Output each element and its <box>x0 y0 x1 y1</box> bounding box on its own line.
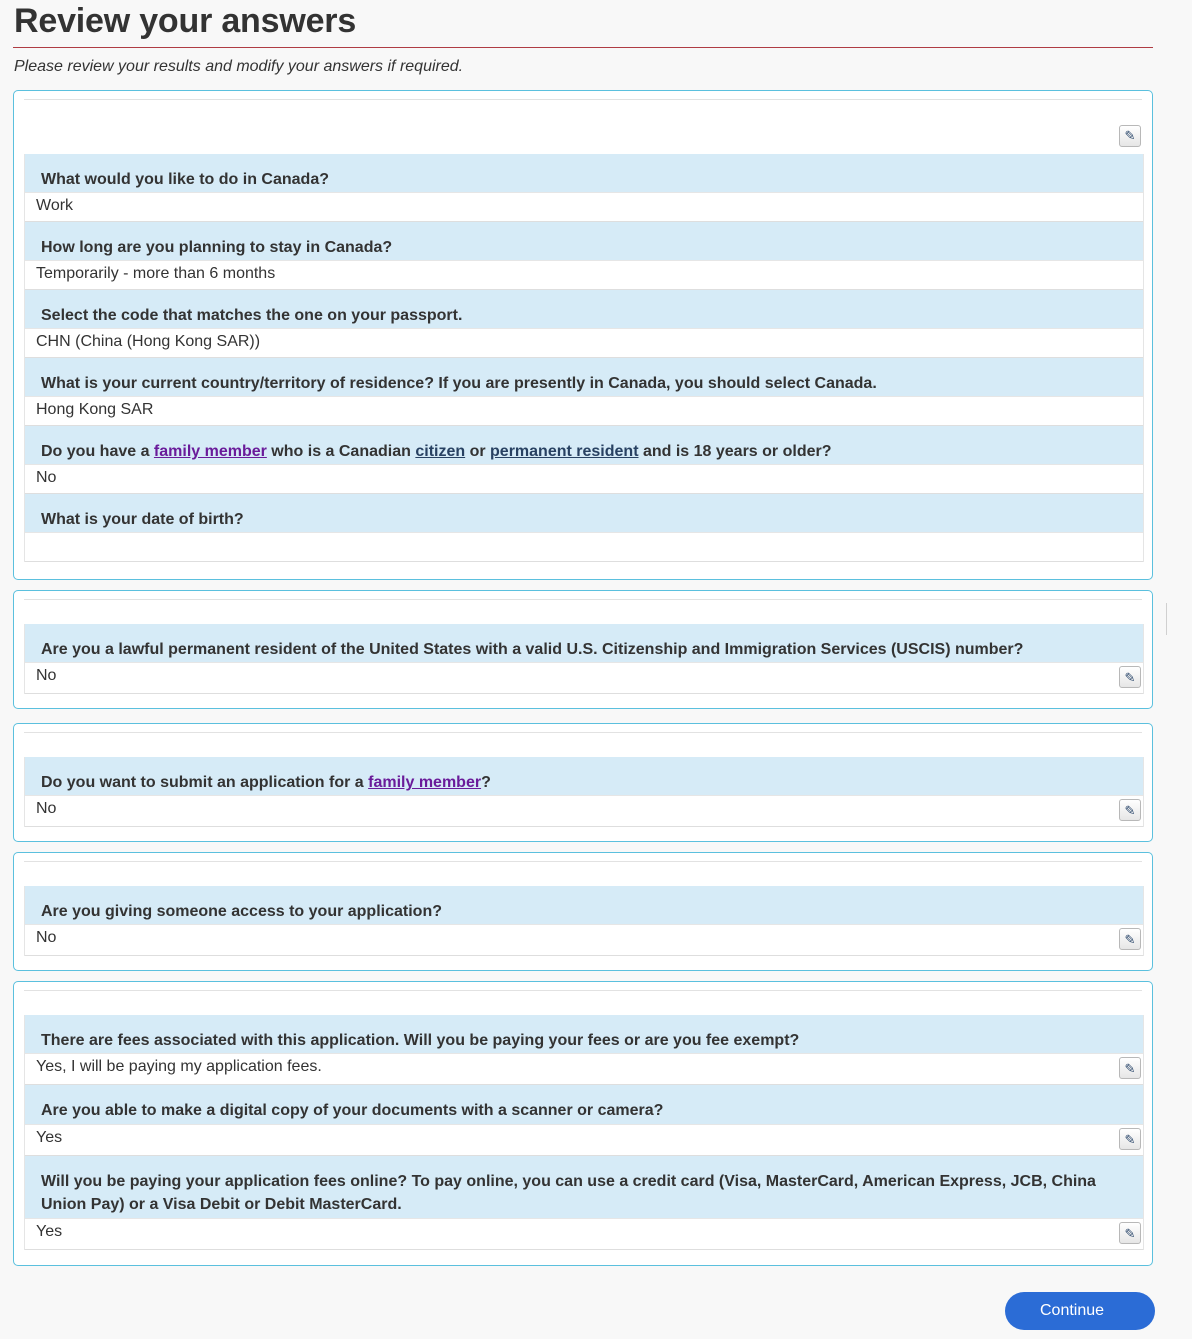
pencil-icon: ✎ <box>1124 931 1136 947</box>
title-divider <box>13 47 1153 48</box>
answer-value: No ✎ <box>25 796 1143 827</box>
panel-divider <box>24 861 1142 862</box>
pencil-icon: ✎ <box>1124 1060 1136 1076</box>
question-label <box>25 757 1143 796</box>
section-eligibility <box>13 90 1153 580</box>
section-family-application <box>13 723 1153 842</box>
question-text: Do you want to submit an application for a <box>41 774 369 791</box>
panel-divider <box>24 599 1142 600</box>
question-label: How long are you planning to stay in Canada? <box>25 222 1143 261</box>
question-text: who is a Canadian <box>266 443 416 460</box>
question-group <box>24 154 1144 562</box>
question-group <box>24 757 1144 827</box>
question-label: What is your current country/territory of residence? If you are presently in Canada, you should select Canada. <box>25 358 1143 397</box>
question-text: and is 18 years or older? <box>638 443 832 460</box>
answer-value: Yes ✎ <box>25 1219 1143 1250</box>
panel-divider <box>24 732 1142 733</box>
edit-button[interactable] <box>1119 1057 1141 1079</box>
family-member-link[interactable]: family member <box>368 774 482 791</box>
pencil-icon: ✎ <box>1124 1225 1136 1241</box>
answer-value: No ✎ <box>25 663 1143 694</box>
section-fees <box>13 981 1153 1266</box>
question-group <box>24 624 1144 694</box>
question-label: Are you a lawful permanent resident of the United States with a valid U.S. Citizenship and Immigration Services (USCIS) number? <box>25 624 1143 663</box>
edit-button[interactable] <box>1119 125 1141 147</box>
edit-button[interactable] <box>1119 1128 1141 1150</box>
pencil-icon: ✎ <box>1124 802 1136 818</box>
question-label: What would you like to do in Canada? <box>25 154 1143 193</box>
question-group <box>24 886 1144 956</box>
question-label <box>25 426 1143 465</box>
answer-value: Hong Kong SAR <box>25 397 1143 426</box>
edit-button[interactable] <box>1119 928 1141 950</box>
answer-value: No ✎ <box>25 925 1143 956</box>
panel-divider <box>24 99 1142 100</box>
question-group <box>24 1015 1144 1250</box>
question-label: What is your date of birth? <box>25 494 1143 533</box>
pencil-icon: ✎ <box>1124 669 1136 685</box>
section-representative-access <box>13 852 1153 971</box>
edit-button[interactable] <box>1119 799 1141 821</box>
permanent-resident-link[interactable]: permanent resident <box>490 443 639 460</box>
intro-text: Please review your results and modify your answers if required. <box>14 58 464 75</box>
scroll-marker <box>1166 603 1167 635</box>
answer-value <box>25 533 1143 562</box>
answer-value: Temporarily - more than 6 months <box>25 261 1143 290</box>
answer-value: CHN (China (Hong Kong SAR)) <box>25 329 1143 358</box>
continue-button[interactable]: Continue <box>1005 1292 1155 1330</box>
question-label: There are fees associated with this application. Will you be paying your fees or are you fee exempt? <box>25 1015 1143 1054</box>
answer-value: Yes ✎ <box>25 1125 1143 1156</box>
question-text: Do you have a <box>41 443 154 460</box>
question-label: Are you able to make a digital copy of your documents with a scanner or camera? <box>25 1085 1143 1125</box>
citizen-link[interactable]: citizen <box>415 443 466 460</box>
page-title: Review your answers <box>14 2 357 40</box>
answer-value: No <box>25 465 1143 494</box>
family-member-link[interactable]: family member <box>153 443 267 460</box>
panel-divider <box>24 990 1142 991</box>
question-text: or <box>465 443 491 460</box>
section-us-resident <box>13 590 1153 709</box>
edit-button[interactable] <box>1119 1222 1141 1244</box>
question-label: Are you giving someone access to your application? <box>25 886 1143 925</box>
pencil-icon: ✎ <box>1124 1131 1136 1147</box>
question-label: Select the code that matches the one on your passport. <box>25 290 1143 329</box>
edit-button[interactable] <box>1119 666 1141 688</box>
answer-value: Yes, I will be paying my application fees. ✎ <box>25 1054 1143 1085</box>
question-label: Will you be paying your application fees online? To pay online, you can use a credit card (Visa, MasterCard, American Express, JCB, China Union Pay) or a Visa Debit or Debit MasterCard. <box>25 1156 1143 1219</box>
pencil-icon: ✎ <box>1124 128 1136 143</box>
question-text: ? <box>481 774 491 791</box>
answer-value: Work <box>25 193 1143 222</box>
